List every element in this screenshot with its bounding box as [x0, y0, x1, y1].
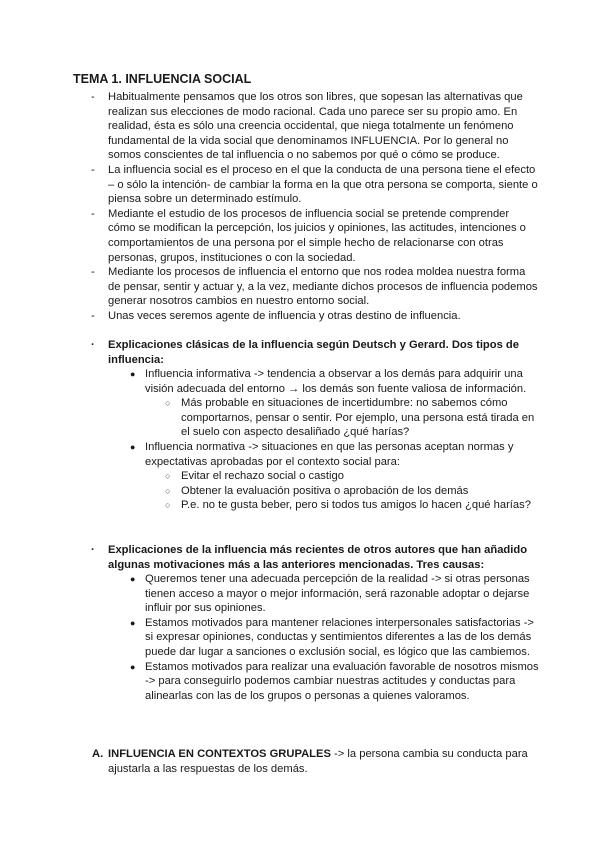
list-item-text: Estamos motivados para mantener relaciones interpersonales satisfactorias -> si expresar opiniones, conductas y sentimientos diferentes a las de los demás puede dar lugar a sanciones o exclusión social, es lógico que las cambiemos.: [145, 616, 534, 658]
list-item-text: Mediante el estudio de los procesos de influencia social se pretende comprender cómo se modifican la percepción, los juicios y opiniones, las actitudes, intenciones o comportamientos de una persona por el simple hecho de relacionarse con otras personas, grupos, instituciones o con la sociedad.: [108, 207, 526, 264]
list-item: [130, 660, 540, 704]
list-item: [165, 469, 537, 484]
list-item-text: P.e. no te gusta beber, pero si todos tus amigos lo hacen ¿qué harías?: [181, 499, 531, 512]
recent-explanations: [91, 543, 538, 572]
list-item-text: Influencia informativa -> tendencia a observar a los demás para adquirir una visión adecuada del entorno → los demás son fuente valiosa de información.: [145, 368, 527, 395]
list-item-text: Obtener la evaluación positiva o aprobación de los demás: [181, 484, 469, 497]
list-item-text: Queremos tener una adecuada percepción de la realidad -> si otras personas tienen acceso a mayor o mejor información, será razonable adoptar o dejarse influir por sus opiniones.: [145, 573, 530, 615]
section-a-heading: INFLUENCIA EN CONTEXTOS GRUPALES: [108, 748, 331, 760]
informativa-item: [130, 367, 540, 396]
dash-marker: -: [91, 309, 95, 322]
classic-explanations: [91, 338, 538, 367]
list-item: [91, 309, 538, 324]
list-item: [91, 90, 538, 163]
list-item-text: Más probable en situaciones de incertidumbre: no sabemos cómo comportarnos, pensar o sentir. Por ejemplo, una persona está tirada en el suelo con aspecto desaliñado ¿qué harías?: [181, 397, 535, 439]
list-item: [130, 616, 540, 660]
list-item: [130, 367, 540, 396]
circle-marker: ○: [165, 471, 171, 481]
circle-marker: ○: [165, 500, 171, 511]
list-item-text: Influencia normativa -> situaciones en que las personas aceptan normas y expectativas aprobadas por el contexto social para:: [145, 441, 514, 468]
dash-marker: -: [91, 163, 95, 176]
dash-marker: -: [91, 91, 95, 103]
section-marker: A.: [92, 748, 104, 760]
informativa-sublist: [165, 396, 537, 440]
list-item-text: Unas veces seremos agente de influencia y otras destino de influencia.: [108, 309, 461, 322]
section-a-text: -> la persona cambia su conducta para ajustarla a las respuestas de los demás.: [108, 748, 528, 775]
heading-text: Explicaciones clásicas de la influencia según Deutsch y Gerard. Dos tipos de influencia:: [108, 339, 519, 366]
intro-list: [91, 90, 538, 324]
bullet-marker: ●: [130, 617, 136, 628]
list-item: [130, 440, 540, 469]
section-heading: [91, 338, 538, 367]
bullet-marker: ●: [130, 442, 136, 452]
section-a: [92, 747, 540, 776]
list-item: [91, 207, 538, 265]
dash-marker: ·: [91, 544, 95, 556]
bullet-marker: ●: [130, 661, 136, 672]
list-item: [91, 163, 538, 207]
list-item: [165, 396, 537, 440]
section-heading: [91, 543, 538, 572]
list-item-text: Estamos motivados para realizar una evaluación favorable de nosotros mismos -> para conseguirlo podemos cambiar nuestras actitudes y conductas para alinearlas con las de los grupos o personas a quienes valoramos.: [145, 660, 539, 702]
dash-marker: -: [91, 207, 95, 220]
document-title: TEMA 1. INFLUENCIA SOCIAL: [73, 72, 252, 86]
list-item: [91, 265, 538, 309]
dash-marker: ·: [91, 339, 95, 351]
circle-marker: ○: [165, 398, 171, 408]
normativa-item: [130, 440, 540, 469]
dash-marker: -: [91, 266, 95, 279]
list-item: [165, 484, 537, 499]
circle-marker: ○: [165, 485, 171, 496]
list-item-text: Evitar el rechazo social o castigo: [181, 470, 344, 482]
section-a-body: [108, 747, 540, 776]
heading-text: Explicaciones de la influencia más recientes de otros autores que han añadido algunas motivaciones más a las anteriores mencionadas. Tres causas:: [108, 544, 528, 571]
list-item-text: Habitualmente pensamos que los otros son libres, que sopesan las alternativas que realizan sus elecciones de modo racional. Cada uno parece ser su propio amo. En realidad, ésta es sólo una creencia occidental, que niega totalmente un fenómeno fundamental de la vida social que denominamos INFLUENCIA. Por lo general no somos conscientes de tal influencia o no sabemos por qué o cómo se produce.: [108, 91, 523, 162]
bullet-marker: ●: [130, 369, 136, 379]
list-item: [130, 572, 540, 616]
causes-list: [130, 572, 540, 703]
list-item-text: Mediante los procesos de influencia el entorno que nos rodea moldea nuestra forma de pensar, sentir y actuar y, a la vez, mediante dichos procesos de influencia podemos generar nosotros cambios en nuestro entorno social.: [108, 266, 538, 308]
list-item: [165, 498, 537, 513]
list-item-text: La influencia social es el proceso en el que la conducta de una persona tiene el efecto – o sólo la intención- de cambiar la forma en la que otra persona se comporta, siente o piensa sobre un determinado estímulo.: [108, 163, 538, 206]
normativa-sublist: [165, 469, 537, 513]
bullet-marker: ●: [130, 574, 136, 584]
